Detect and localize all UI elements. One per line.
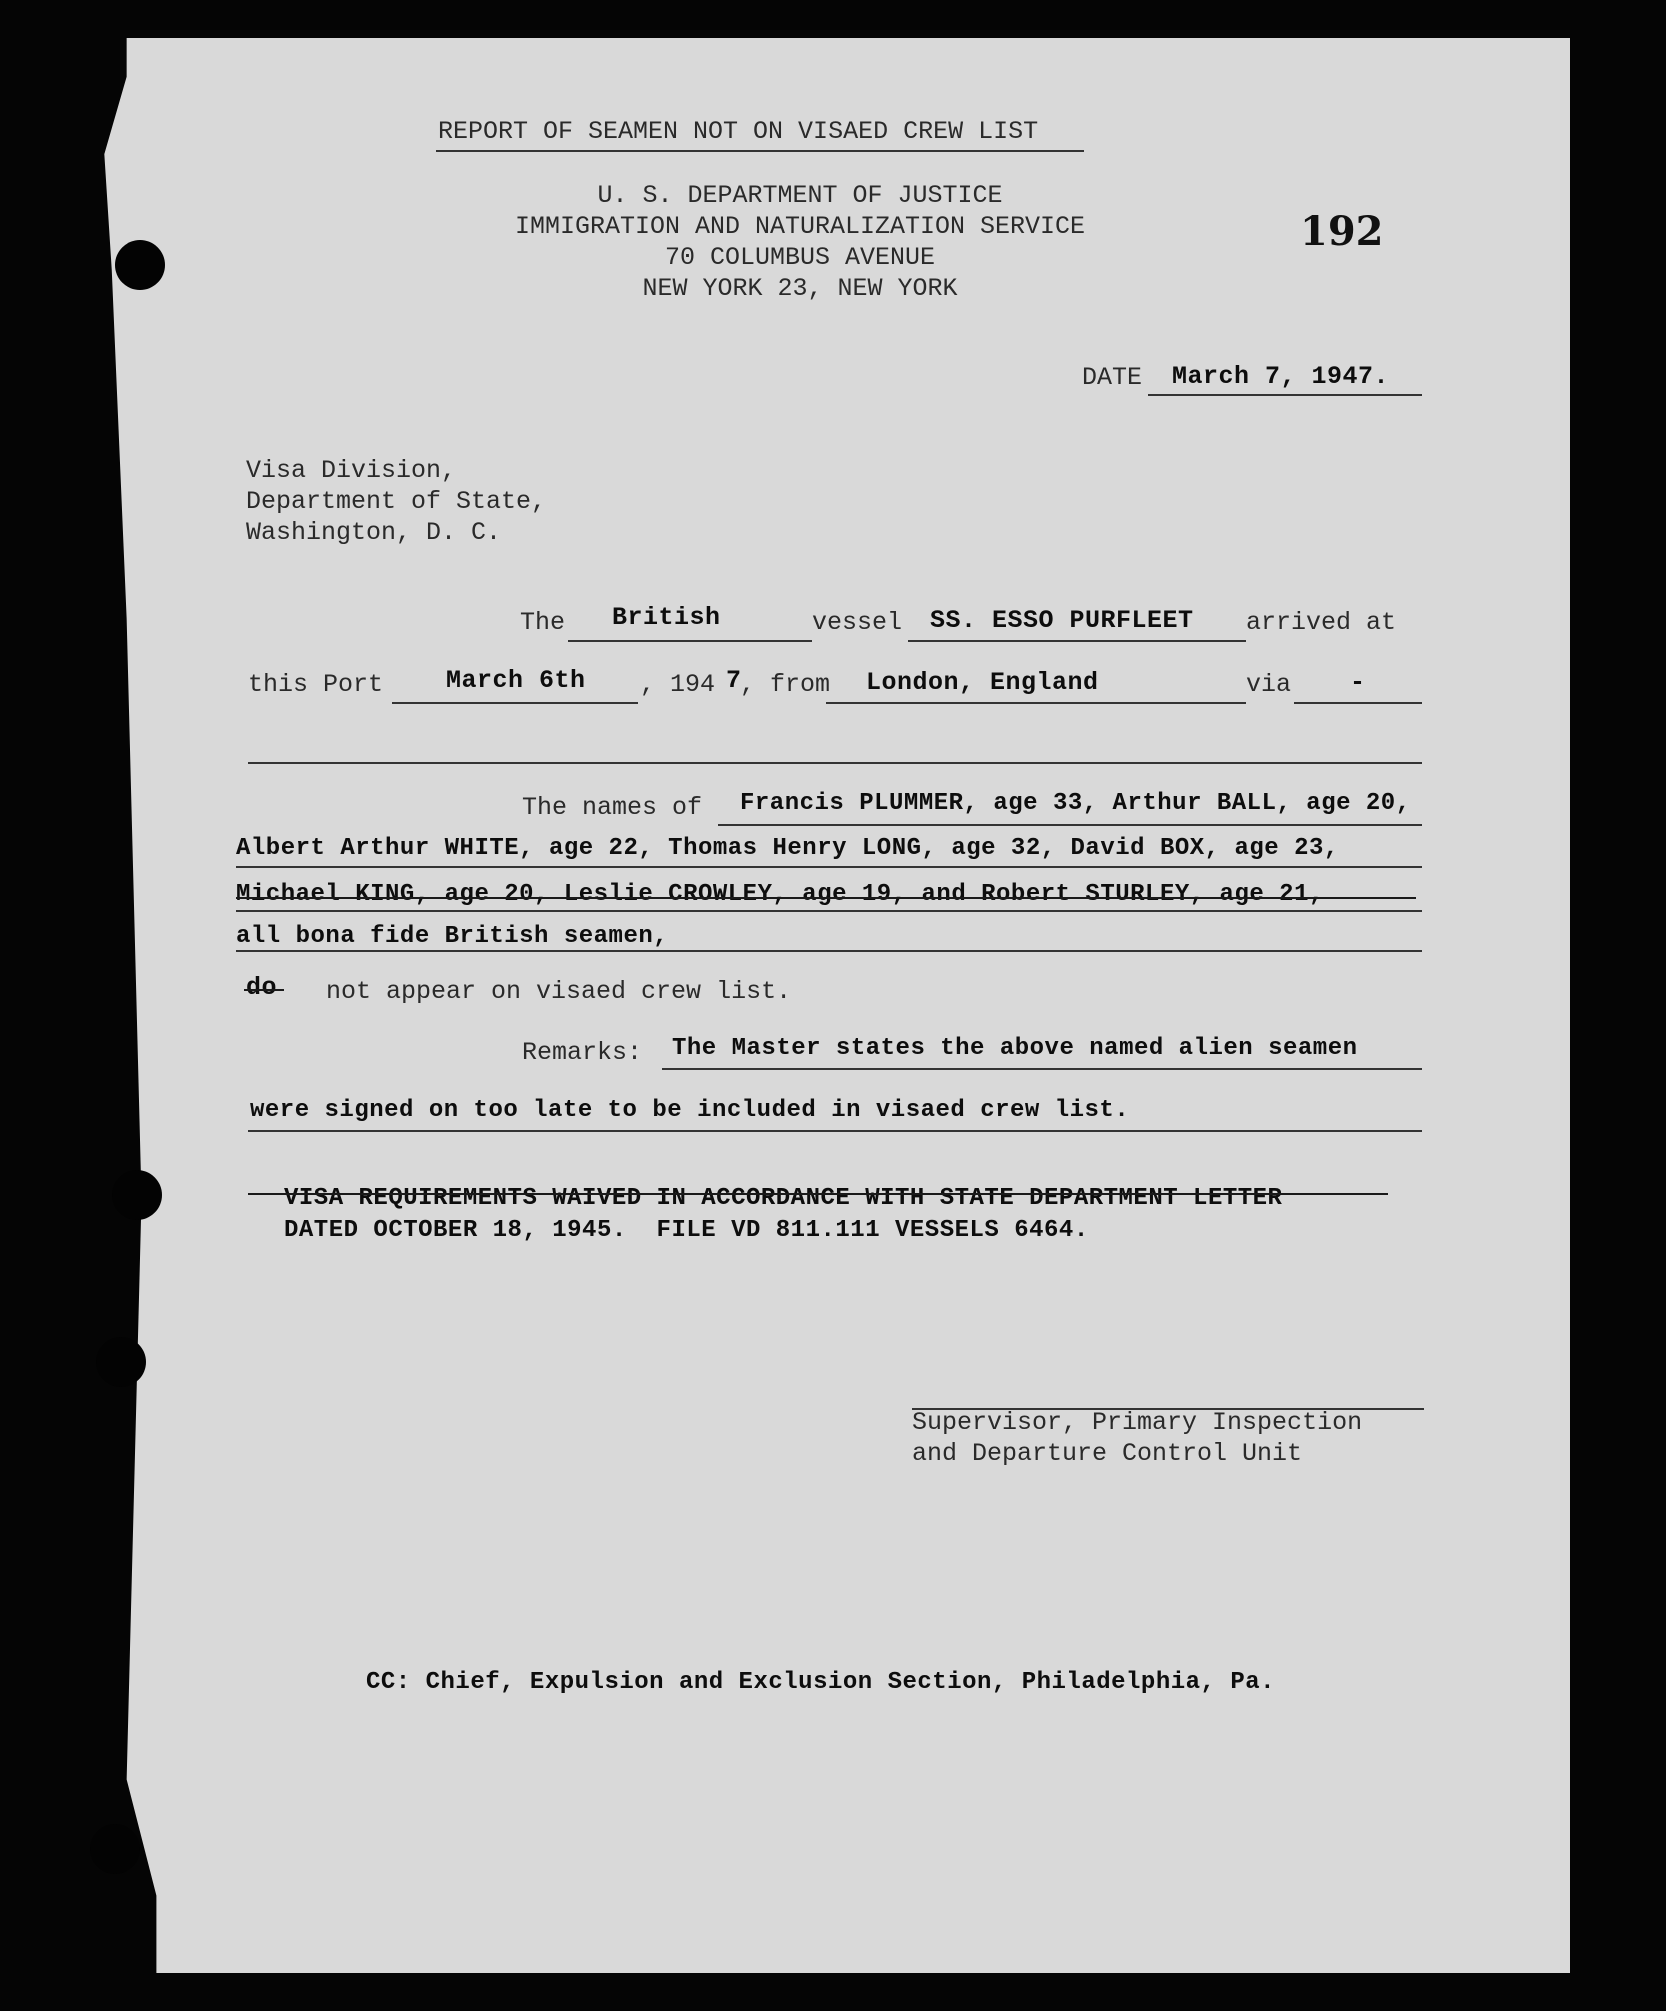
agency-line-3: 70 COLUMBUS AVENUE (664, 243, 936, 272)
vessel-label: vessel (812, 608, 903, 637)
date-label: DATE (1082, 363, 1143, 392)
names-underline-1 (718, 824, 1422, 826)
from-label: , from (740, 670, 831, 699)
the-label: The (520, 608, 566, 637)
arrival-date-underline (392, 702, 638, 704)
title-underline (436, 150, 1084, 152)
report-title: REPORT OF SEAMEN NOT ON VISAED CREW LIST (438, 117, 1039, 146)
names-underline-3 (236, 910, 1422, 912)
page-number: 192 (1300, 208, 1384, 255)
nationality-underline (568, 640, 812, 642)
port-label: this Port (248, 670, 384, 699)
remarks-underline-2 (248, 1130, 1422, 1132)
punch-hole (112, 1170, 162, 1220)
origin-underline (826, 702, 1246, 704)
waiver-line-1: VISA REQUIREMENTS WAIVED IN ACCORDANCE WITH STATE DEPARTMENT LETTER (284, 1185, 1283, 1212)
names-line-3-strike (236, 897, 1416, 899)
remarks-line-1: The Master states the above named alien seamen (672, 1035, 1358, 1062)
waiver-line-1-strike (248, 1193, 1388, 1195)
remarks-label: Remarks: (522, 1038, 643, 1067)
arrival-date: March 6th (446, 666, 586, 695)
date-value: March 7, 1947. (1172, 362, 1390, 391)
origin: London, England (866, 668, 1099, 697)
punch-hole (90, 1824, 140, 1874)
addressee-line-1: Visa Division, (246, 456, 457, 485)
names-underline-4 (236, 950, 1422, 952)
remarks-line-2: were signed on too late to be included in visaed crew list. (250, 1097, 1130, 1124)
agency-line-2: IMMIGRATION AND NATURALIZATION SERVICE (514, 212, 1086, 241)
date-underline (1148, 394, 1422, 396)
names-line-3: Michael KING, age 20, Leslie CROWLEY, age 19, and Robert STURLEY, age 21, (236, 881, 1324, 908)
names-label: The names of (522, 793, 703, 822)
agency-line-1: U. S. DEPARTMENT OF JUSTICE (597, 181, 1003, 210)
agency-line-4: NEW YORK 23, NEW YORK (642, 274, 958, 303)
via-label: via (1246, 670, 1292, 699)
verb-strike (244, 989, 284, 991)
year-prefix: , 194 (640, 670, 716, 699)
punch-hole (115, 240, 165, 290)
signature-title-2: and Departure Control Unit (912, 1439, 1303, 1468)
waiver-line-2: DATED OCTOBER 18, 1945. FILE VD 811.111 VESSELS 6464. (284, 1217, 1089, 1244)
names-underline-2 (236, 866, 1422, 868)
names-rest: not appear on visaed crew list. (326, 977, 792, 1006)
verb-struck: do (246, 973, 278, 1002)
via-underline (1294, 702, 1422, 704)
cc-line: CC: Chief, Expulsion and Exclusion Section, Philadelphia, Pa. (366, 1669, 1276, 1696)
remarks-underline-1 (662, 1068, 1422, 1070)
vessel-nationality: British (612, 603, 721, 632)
vessel-name: SS. ESSO PURFLEET (930, 606, 1194, 635)
vessel-name-underline (908, 640, 1246, 642)
addressee-line-2: Department of State, (246, 487, 547, 516)
addressee-line-3: Washington, D. C. (246, 518, 502, 547)
arrived-label: arrived at (1246, 608, 1397, 637)
blank-line (248, 762, 1422, 764)
punch-hole (96, 1337, 146, 1387)
names-line-2: Albert Arthur WHITE, age 22, Thomas Henry LONG, age 32, David BOX, age 23, (236, 835, 1339, 862)
signature-title-1: Supervisor, Primary Inspection (912, 1408, 1363, 1437)
names-line-4: all bona fide British seamen, (236, 923, 669, 950)
via-value: - (1350, 668, 1366, 697)
names-line-1: Francis PLUMMER, age 33, Arthur BALL, age 20, (740, 790, 1411, 817)
year-digit: 7 (726, 666, 742, 695)
